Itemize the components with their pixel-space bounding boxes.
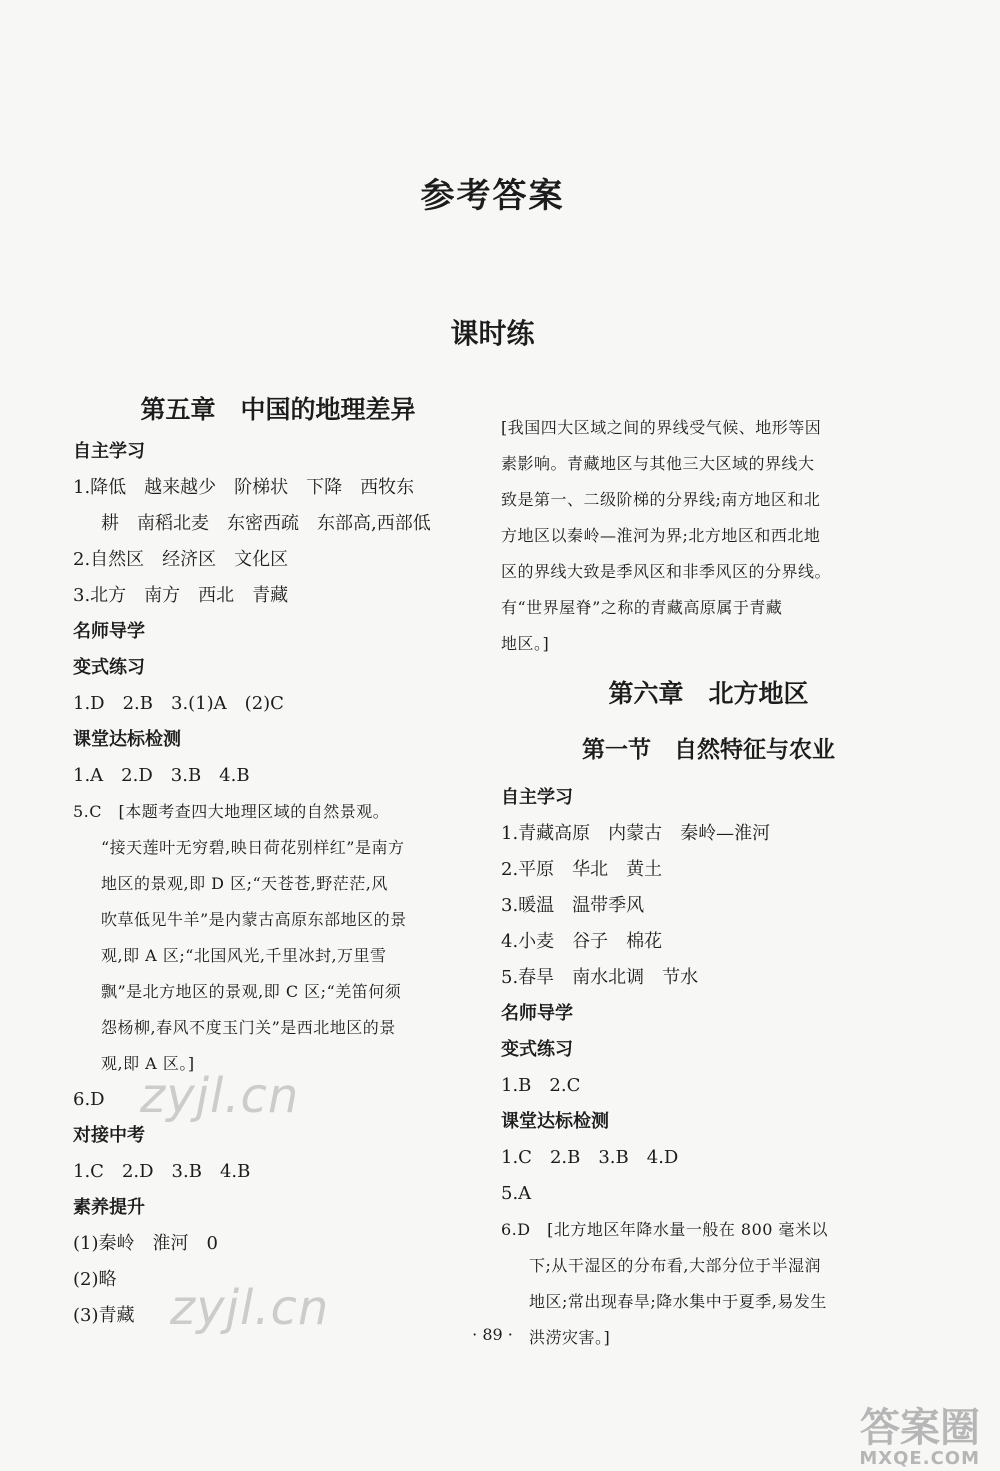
- zizhu-heading: 自主学习: [73, 441, 145, 462]
- explanation-line: 地区。]: [501, 634, 550, 653]
- answer-line: 5.春旱 南水北调 节水: [501, 967, 699, 988]
- explanation-line: 飘”是北方地区的景观,即 C 区;“羌笛何须: [101, 982, 402, 1001]
- answer-line: 3.北方 南方 西北 青藏: [73, 585, 289, 606]
- ketang-heading: 课堂达标检测: [73, 729, 181, 750]
- explanation-line: 地区的景观,即 D 区;“天苍苍,野茫茫,风: [101, 874, 388, 893]
- explanation-line: 5.C [本题考查四大地理区域的自然景观。: [73, 802, 390, 821]
- section-1-title: 第一节 自然特征与农业: [582, 737, 835, 763]
- answer-line: 1.A 2.D 3.B 4.B: [73, 765, 250, 786]
- explanation-line: 观,即 A 区。]: [101, 1054, 195, 1073]
- left-column: [73, 388, 483, 1334]
- duijie-heading: 对接中考: [73, 1125, 145, 1146]
- explanation-line: 方地区以秦岭—淮河为界;北方地区和西北地: [501, 526, 821, 545]
- zizhu-heading: 自主学习: [501, 787, 573, 808]
- answer-line: 1.降低 越来越少 阶梯状 下降 西牧东: [73, 477, 415, 498]
- page-number: · 89 ·: [472, 1325, 513, 1344]
- explanation-line: 有“世界屋脊”之称的青藏高原属于青藏: [501, 598, 783, 617]
- explanation-line: 区的界线大致是季风区和非季风区的分界线。: [501, 562, 832, 581]
- explanation-line: 洪涝灾害。]: [529, 1328, 611, 1347]
- explanation-line: 素影响。青藏地区与其他三大区域的界线大: [501, 454, 815, 473]
- explanation-line: 下;从干湿区的分布看,大部分位于半湿润: [529, 1256, 821, 1275]
- answer-line: 3.暖温 温带季风: [501, 895, 645, 916]
- explanation-line: [我国四大区域之间的界线受气候、地形等因: [501, 418, 822, 437]
- explanation-line: 观,即 A 区;“北国风光,千里冰封,万里雪: [101, 946, 387, 965]
- explanation-line: 吹草低见牛羊”是内蒙古高原东部地区的景: [101, 910, 407, 929]
- mingshi-heading: 名师导学: [73, 621, 145, 642]
- mingshi-heading: 名师导学: [501, 1003, 573, 1024]
- answer-line: 1.D 2.B 3.(1)A (2)C: [73, 693, 284, 714]
- explanation-line: “接天莲叶无穷碧,映日荷花别样红”是南方: [101, 838, 405, 857]
- ketang-heading: 课堂达标检测: [501, 1111, 609, 1132]
- chapter-6-title: 第六章 北方地区: [608, 679, 809, 708]
- explanation-line: 6.D [北方地区年降水量一般在 800 毫米以: [501, 1220, 829, 1239]
- suyang-heading: 素养提升: [73, 1197, 145, 1218]
- explanation-line: 致是第一、二级阶梯的分界线;南方地区和北: [501, 490, 821, 509]
- corner-logo-url: MXQE.COM: [859, 1448, 980, 1469]
- answer-line: 2.自然区 经济区 文化区: [73, 549, 289, 570]
- page-title: 参考答案: [420, 176, 565, 216]
- answer-line: (1)秦岭 淮河 0: [73, 1233, 218, 1254]
- answer-line: 1.B 2.C: [501, 1075, 581, 1096]
- bianshi-heading: 变式练习: [501, 1039, 573, 1060]
- answer-line: 1.C 2.B 3.B 4.D: [501, 1147, 679, 1168]
- answer-line: 1.青藏高原 内蒙古 秦岭—淮河: [501, 823, 771, 844]
- answer-line: 4.小麦 谷子 棉花: [501, 931, 663, 952]
- chapter-5-title: 第五章 中国的地理差异: [140, 395, 416, 424]
- answer-line: 2.平原 华北 黄土: [501, 859, 663, 880]
- bianshi-heading: 变式练习: [73, 657, 145, 678]
- answer-line: 5.A: [501, 1183, 532, 1204]
- watermark: zyjl.cn: [140, 1068, 300, 1124]
- explanation-line: 地区;常出现春旱;降水集中于夏季,易发生: [529, 1292, 827, 1311]
- answer-line: (2)略: [73, 1269, 117, 1290]
- watermark: zyjl.cn: [170, 1280, 330, 1336]
- explanation-line: 怨杨柳,春风不度玉门关”是西北地区的景: [101, 1018, 396, 1037]
- answer-line: 耕 南稻北麦 东密西疏 东部高,西部低: [101, 513, 431, 534]
- right-column: [501, 410, 916, 1356]
- answer-line: 6.D: [73, 1089, 105, 1110]
- section-title: 课时练: [450, 317, 535, 350]
- corner-logo: [859, 1405, 980, 1469]
- answer-line: 1.C 2.D 3.B 4.B: [73, 1161, 251, 1182]
- corner-logo-text: 答案圈: [860, 1405, 980, 1451]
- answer-line: (3)青藏: [73, 1305, 135, 1326]
